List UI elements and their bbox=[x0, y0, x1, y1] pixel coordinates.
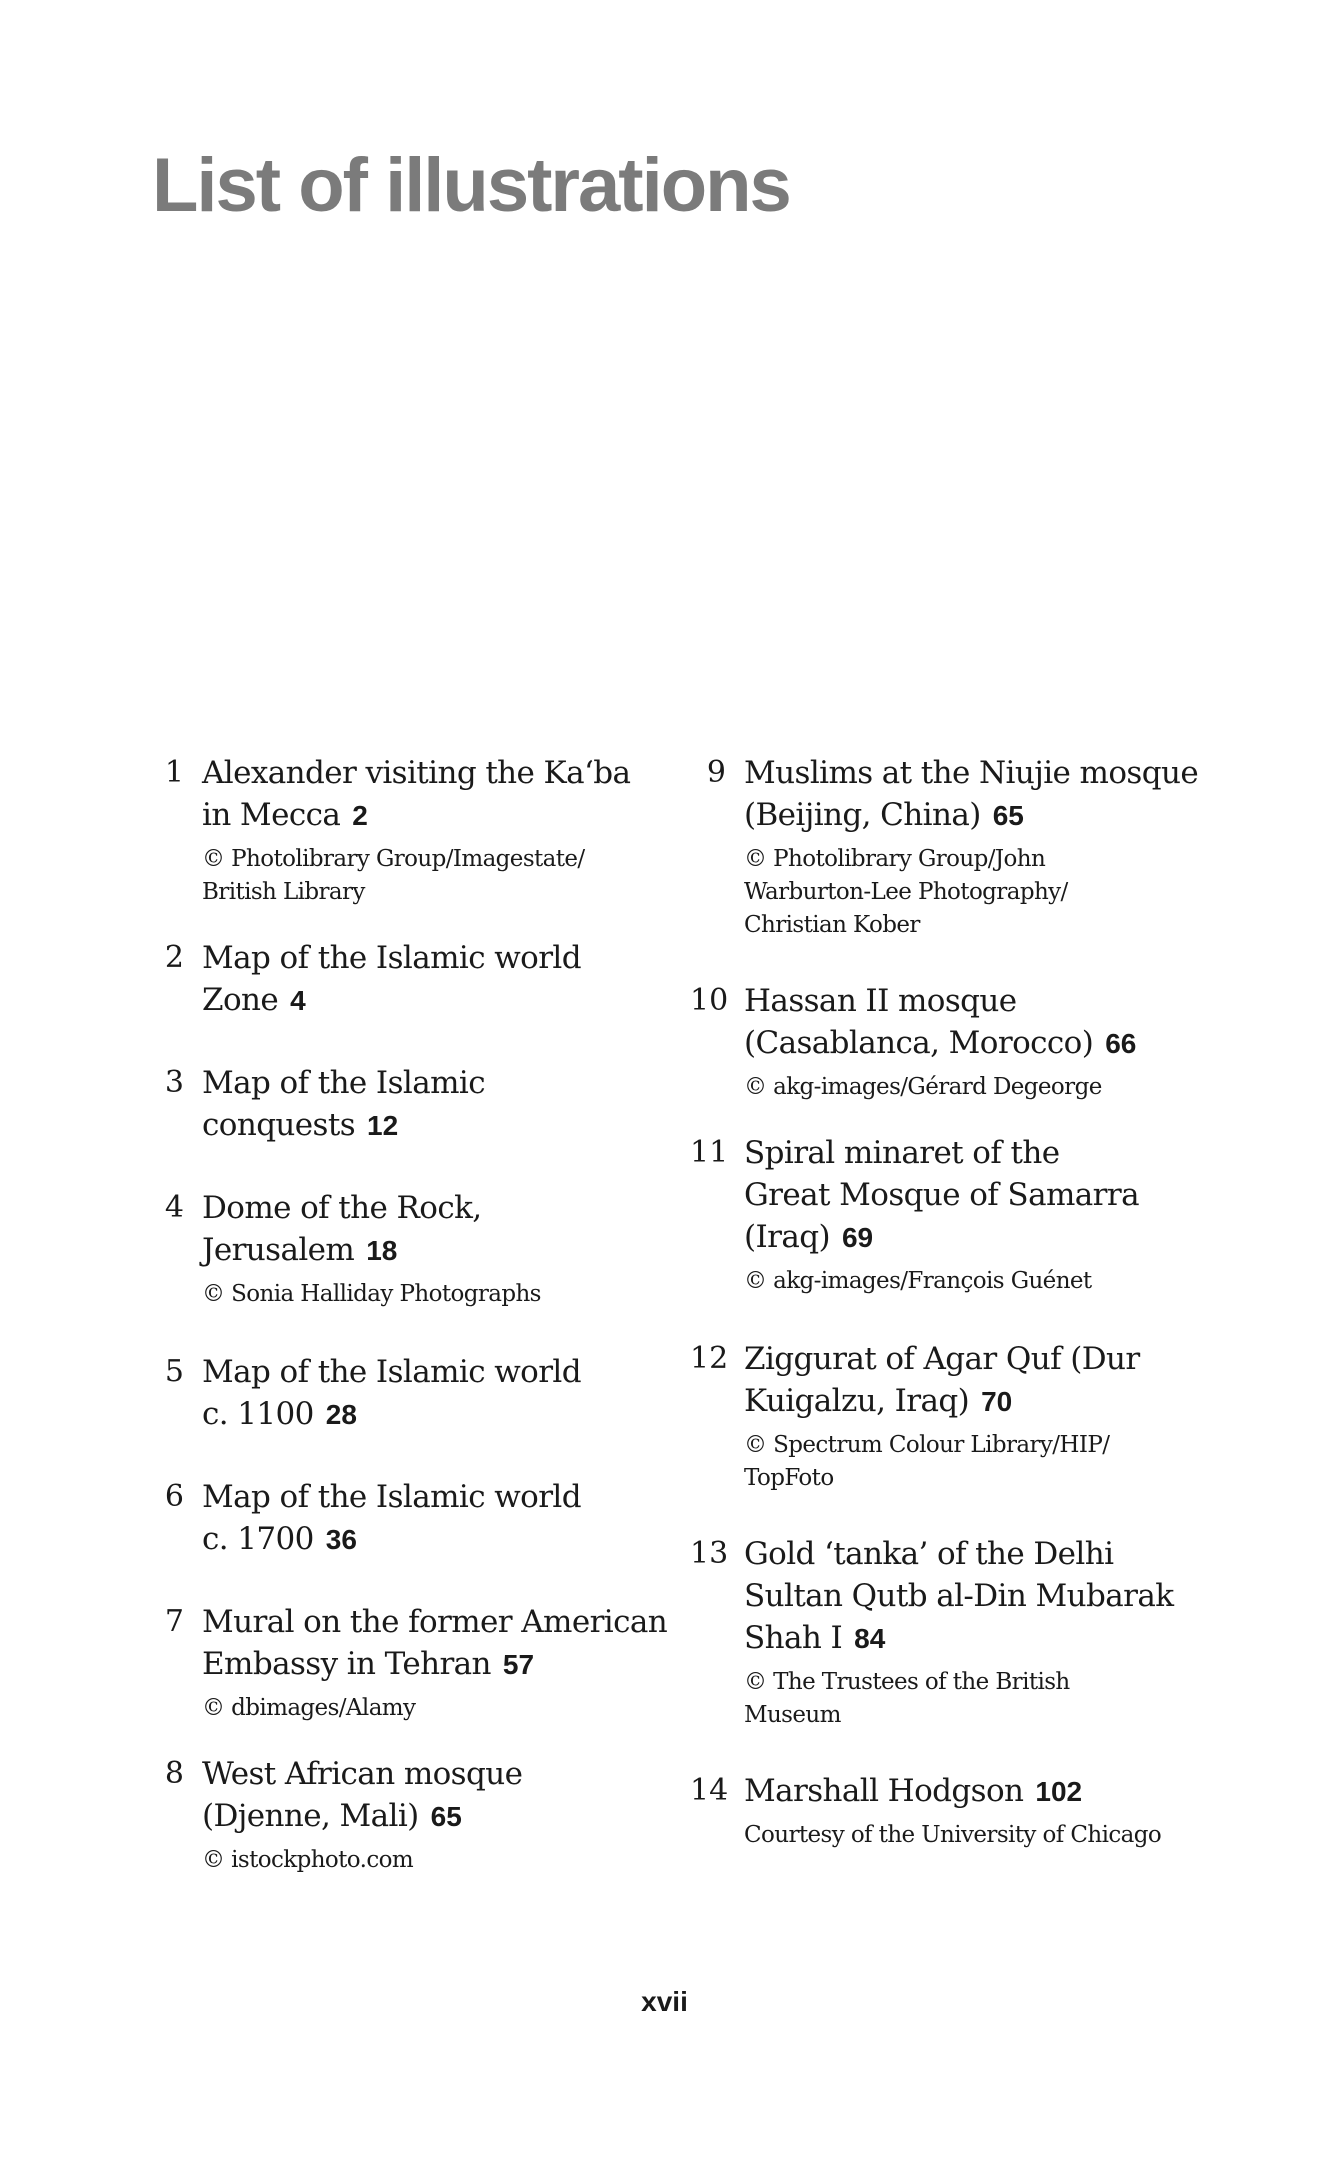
entry-credit: © istockphoto.com bbox=[202, 1847, 414, 1873]
entry-credit: © akg-images/Gérard Degeorge bbox=[744, 1074, 1102, 1100]
entry-page-number: 84 bbox=[854, 1623, 886, 1654]
entry-number: 4 bbox=[164, 1190, 184, 1225]
entry-page-number: 69 bbox=[841, 1222, 874, 1253]
entry-number: 12 bbox=[690, 1341, 729, 1376]
entry-title bbox=[202, 1351, 602, 1436]
page-title: List of illustrations bbox=[152, 143, 790, 228]
entry-title-text: Dome of the Rock, Jerusalem bbox=[202, 1190, 482, 1268]
entry-page-number: 102 bbox=[1035, 1776, 1083, 1807]
entry-number: 11 bbox=[690, 1135, 729, 1170]
entry-page-number: 36 bbox=[325, 1524, 357, 1555]
entry-title-text: Map of the Islamic world c. 1700 bbox=[202, 1479, 581, 1557]
entry-page-number: 65 bbox=[430, 1801, 462, 1832]
entry-number: 2 bbox=[164, 940, 184, 975]
entry-title bbox=[744, 1770, 1210, 1813]
entry-credit: © Sonia Halliday Photographs bbox=[202, 1281, 541, 1307]
illustration-entry-9 bbox=[690, 752, 1210, 942]
entry-title-text: Map of the Islamic conquests bbox=[202, 1065, 485, 1143]
entry-number: 8 bbox=[164, 1756, 184, 1791]
entry-page-number: 2 bbox=[352, 800, 368, 831]
illustration-entry-3 bbox=[148, 1062, 668, 1147]
entry-number: 14 bbox=[690, 1773, 729, 1808]
entry-number: 6 bbox=[164, 1479, 184, 1514]
entry-title-text: Ziggurat of Agar Quf (Dur Kuigalzu, Iraq) bbox=[744, 1341, 1140, 1419]
entry-title-text: Map of the Islamic world c. 1100 bbox=[202, 1354, 581, 1432]
entry-title-text: Mural on the former American Embassy in Tehran bbox=[202, 1604, 668, 1682]
entry-number: 13 bbox=[690, 1536, 729, 1571]
entry-title bbox=[202, 1601, 672, 1686]
entry-title bbox=[202, 1753, 542, 1838]
illustration-entry-6 bbox=[148, 1476, 668, 1561]
illustration-entry-4 bbox=[148, 1187, 668, 1311]
entry-credit: © akg-images/François Guénet bbox=[744, 1268, 1092, 1294]
illustration-entry-8 bbox=[148, 1753, 668, 1877]
entry-number: 5 bbox=[164, 1354, 184, 1389]
entry-title bbox=[202, 937, 602, 1022]
entry-credit: © Photolibrary Group/Imagestate/ British Library bbox=[202, 846, 585, 905]
entry-number: 7 bbox=[164, 1604, 184, 1639]
entry-title-text: Map of the Islamic world Zone bbox=[202, 940, 581, 1018]
entry-title-text: Gold ‘tanka’ of the Delhi Sultan Qutb al-Din Mubarak Shah I bbox=[744, 1536, 1174, 1656]
entry-title-text: Muslims at the Niujie mosque (Beijing, China) bbox=[744, 755, 1199, 833]
entry-credit: © Photolibrary Group/John Warburton-Lee Photography/ Christian Kober bbox=[744, 846, 1068, 938]
entry-title bbox=[744, 1132, 1144, 1259]
illustration-entry-12 bbox=[690, 1338, 1210, 1495]
entry-credit: © The Trustees of the British Museum bbox=[744, 1669, 1070, 1728]
illustration-entry-5 bbox=[148, 1351, 668, 1436]
entry-credit: © Spectrum Colour Library/HIP/ TopFoto bbox=[744, 1432, 1110, 1491]
entry-page-number: 70 bbox=[981, 1386, 1013, 1417]
entry-page-number: 18 bbox=[366, 1235, 398, 1266]
entry-page-number: 65 bbox=[992, 800, 1024, 831]
entry-title bbox=[744, 752, 1204, 837]
entry-page-number: 4 bbox=[290, 985, 306, 1016]
illustrations-column-right bbox=[690, 752, 1210, 1852]
entry-title bbox=[744, 1533, 1184, 1660]
entry-number: 1 bbox=[164, 755, 184, 790]
page-folio: xvii bbox=[641, 1986, 688, 2017]
entry-credit: © dbimages/Alamy bbox=[202, 1695, 416, 1721]
illustration-entry-10 bbox=[690, 980, 1210, 1104]
entry-title-text: West African mosque (Djenne, Mali) bbox=[202, 1756, 523, 1834]
entry-title-text: Spiral minaret of the Great Mosque of Samarra (Iraq) bbox=[744, 1135, 1139, 1255]
illustration-entry-1 bbox=[148, 752, 668, 909]
illustration-entry-14 bbox=[690, 1770, 1210, 1852]
entry-title-text: Alexander visiting the Ka‘ba in Mecca bbox=[202, 755, 631, 833]
entry-credit: Courtesy of the University of Chicago bbox=[744, 1822, 1162, 1848]
illustration-entry-11 bbox=[690, 1132, 1210, 1298]
entry-title bbox=[202, 1476, 602, 1561]
entry-number: 3 bbox=[164, 1065, 184, 1100]
illustration-entry-7 bbox=[148, 1601, 668, 1725]
entry-page-number: 12 bbox=[367, 1110, 399, 1141]
entry-title bbox=[202, 752, 668, 837]
illustrations-column-left bbox=[148, 752, 668, 1877]
illustration-entry-13 bbox=[690, 1533, 1210, 1732]
entry-title bbox=[202, 1187, 502, 1272]
entry-page-number: 28 bbox=[325, 1399, 357, 1430]
entry-title bbox=[744, 1338, 1184, 1423]
entry-title-text: Marshall Hodgson bbox=[744, 1773, 1024, 1809]
entry-number: 10 bbox=[690, 983, 729, 1018]
entry-page-number: 66 bbox=[1105, 1028, 1137, 1059]
entry-title bbox=[744, 980, 1164, 1065]
illustration-entry-2 bbox=[148, 937, 668, 1022]
entry-number: 9 bbox=[706, 755, 726, 790]
entry-title-text: Hassan II mosque (Casablanca, Morocco) bbox=[744, 983, 1094, 1061]
entry-title bbox=[202, 1062, 532, 1147]
entry-page-number: 57 bbox=[502, 1649, 535, 1680]
